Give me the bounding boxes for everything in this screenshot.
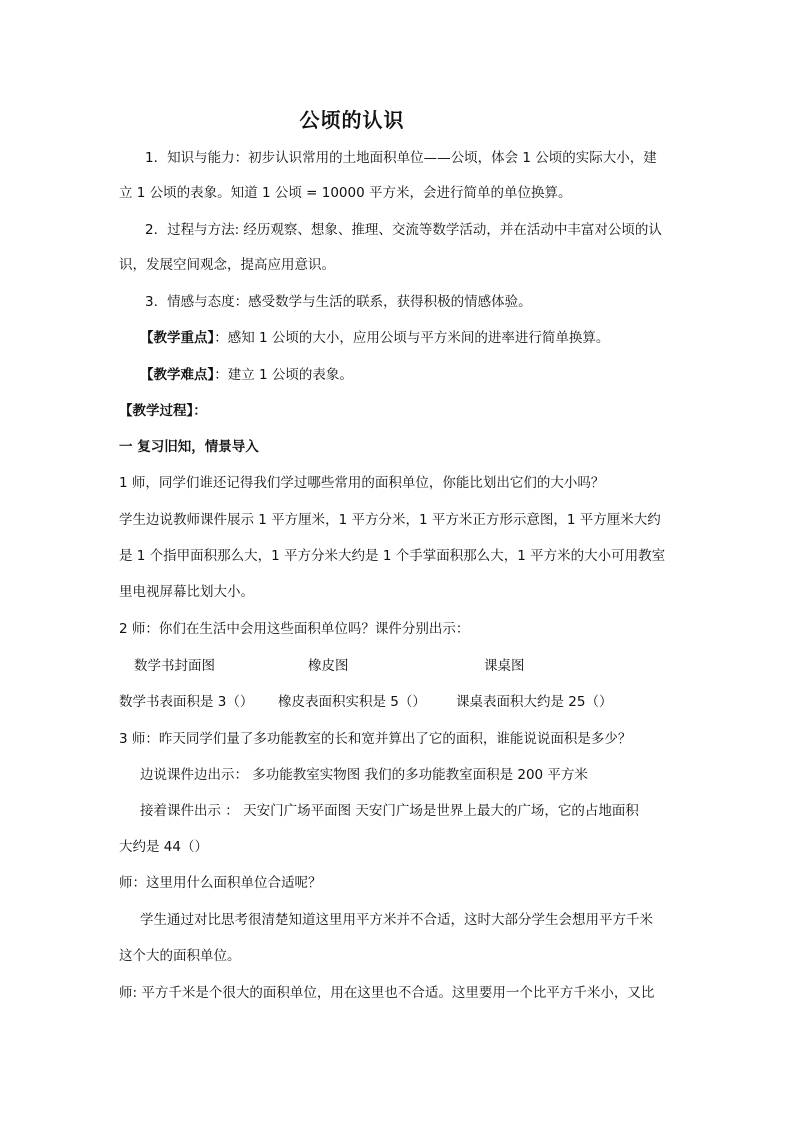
objective-3: 3．情感与态度：感受数学与生活的联系，获得积极的情感体验。 [145,294,532,310]
key-point [140,328,609,348]
image-label-math-book: 数学书封面图 [134,658,215,674]
image-label-eraser: 橡皮图 [308,658,349,674]
difficulty [140,365,353,385]
key-point-text: ：感知 1 公顷的大小，应用公顷与平方米间的进率进行简单换算。 [214,330,610,346]
difficulty-label: 【教学难点】 [140,367,215,383]
objective-1-line-1: 1．知识与能力：初步认识常用的土地面积单位——公顷，体会 1 公顷的实际大小，建 [145,150,657,166]
image-label-desk: 课桌图 [484,658,525,674]
paragraph-8-line-2: 这个大的面积单位。 [119,948,241,964]
paragraph-1: 1 师，同学们谁还记得我们学过哪些常用的面积单位，你能比划出它们的大小吗？ [119,475,605,491]
example-eraser: 橡皮表面积实积是 5（） [278,694,426,710]
paragraph-7: 师：这里用什么面积单位合适呢？ [119,875,322,891]
paragraph-2-line-3: 里电视屏幕比划大小。 [119,584,254,600]
paragraph-5: 边说课件边出示： 多功能教室实物图 我们的多功能教室面积是 200 平方米 [140,767,588,783]
objective-1-line-2: 立 1 公顷的表象。知道 1 公顷 = 10000 平方米，会进行简单的单位换算。 [119,185,572,201]
paragraph-6-line-2: 大约是 44（） [119,839,208,855]
key-point-label: 【教学重点】 [140,330,215,346]
objective-2-line-2: 识，发展空间观念，提高应用意识。 [119,257,335,273]
process-heading: 【教学过程】： [119,403,207,419]
paragraph-4: 3 师：昨天同学们量了多功能教室的长和宽并算出了它的面积，谁能说说面积是多少？ [119,731,632,747]
page-title: 公顷的认识 [299,108,405,132]
example-math-book: 数学书表面积是 3（） [119,694,254,710]
paragraph-3: 2 师：你们在生活中会用这些面积单位吗？课件分别出示： [119,621,470,637]
paragraph-9-line-1: 师: 平方千米是个很大的面积单位，用在这里也不合适。这里要用一个比平方千米小，又比 [119,985,655,1001]
difficulty-text: ：建立 1 公顷的表象。 [214,367,353,383]
example-desk: 课桌表面积大约是 25（） [456,694,613,710]
paragraph-8-line-1: 学生通过对比思考很清楚知道这里用平方米并不合适，这时大部分学生会想用平方千米 [140,912,653,928]
objective-2-line-1: 2．过程与方法: 经历观察、想象、推理、交流等数学活动，并在活动中丰富对公顷的认 [145,222,662,238]
paragraph-6-line-1: 接着课件出示 ： 天安门广场平面图 天安门广场是世界上最大的广场，它的占地面积 [140,803,639,819]
paragraph-2-line-2: 是 1 个指甲面积那么大，1 平方分米大约是 1 个手掌面积那么大，1 平方米的大小可用教室 [119,548,666,564]
paragraph-2-line-1: 学生边说教师课件展示 1 平方厘米，1 平方分米，1 平方米正方形示意图，1 平方厘米大约 [119,512,661,528]
section-1-heading: 一 复习旧知，情景导入 [119,439,259,455]
